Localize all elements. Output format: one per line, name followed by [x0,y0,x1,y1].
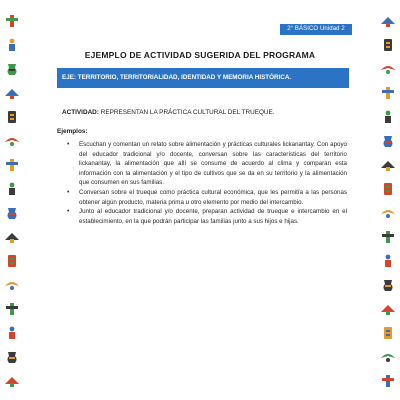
hand-icon [380,14,396,28]
tree-icon [4,14,20,28]
figure-icon [4,326,20,340]
eje-banner: EJE: TERRITORIO, TERRITORIALIDAD, IDENTIDAD Y MEMORIA HISTÓRICA. [57,68,349,88]
actividad-label: ACTIVIDAD: [62,109,99,116]
actividad-line [62,109,275,116]
list-item: • Junto al educador tradicional y/o docente, preparan actividad de trueque e intercambio en el establecimiento, en la que podrán participar las familias junto a sus hijos e hijas. [57,207,347,226]
fish-icon [4,278,20,292]
actividad-text: REPRESENTAN LA PRÁCTICA CULTURAL DEL TRUEQUE. [98,109,275,116]
list-item: • Escuchan y comentan un relato sobre alimentación y prácticas culturales lickanantay. Con apoyo del educador tradicional y/o docente, conversan sobre las características del territorio lickanantay, la alimentación que allí se consume de acuerdo al clima y comparan esta información con la alimentación y el tipo de cultivos que se da en su territorio y la alimentación que consumen en sus familias. [57,140,347,188]
mask-icon [380,374,396,388]
totem-icon [380,326,396,340]
examples-list [57,140,347,226]
lizard-icon [4,254,20,268]
totem-icon [4,110,20,124]
hand-icon [4,86,20,100]
mask-icon [380,86,396,100]
page-title: EJEMPLO DE ACTIVIDAD SUGERIDA DEL PROGRAMA [84,50,316,60]
llama-icon [4,230,20,244]
sun-icon [4,182,20,196]
unit-tab: 2° BÁSICO Unidad 2 [280,24,352,35]
hand-icon [380,302,396,316]
left-decorative-border [0,0,24,400]
hand-icon [4,374,20,388]
vase-icon [4,62,20,76]
llama-icon [380,158,396,172]
ejemplos-heading: Ejemplos: [57,128,88,135]
bird-icon [380,62,396,76]
drum-icon [4,206,20,220]
drum-icon [380,134,396,148]
sun-icon [380,110,396,124]
bird-icon [4,134,20,148]
lizard-icon [380,182,396,196]
list-item: • Conversan sobre el trueque como práctica cultural económica, que les permitía a las personas obtener algún producto, materia prima u otro elemento por medio del intercambio. [57,188,347,207]
fish-icon [380,206,396,220]
tree-icon [4,302,20,316]
vase-icon [380,278,396,292]
vase-icon [4,350,20,364]
tree-icon [380,230,396,244]
bird-icon [380,350,396,364]
figure-icon [380,254,396,268]
right-decorative-border [376,0,400,400]
mask-icon [4,158,20,172]
